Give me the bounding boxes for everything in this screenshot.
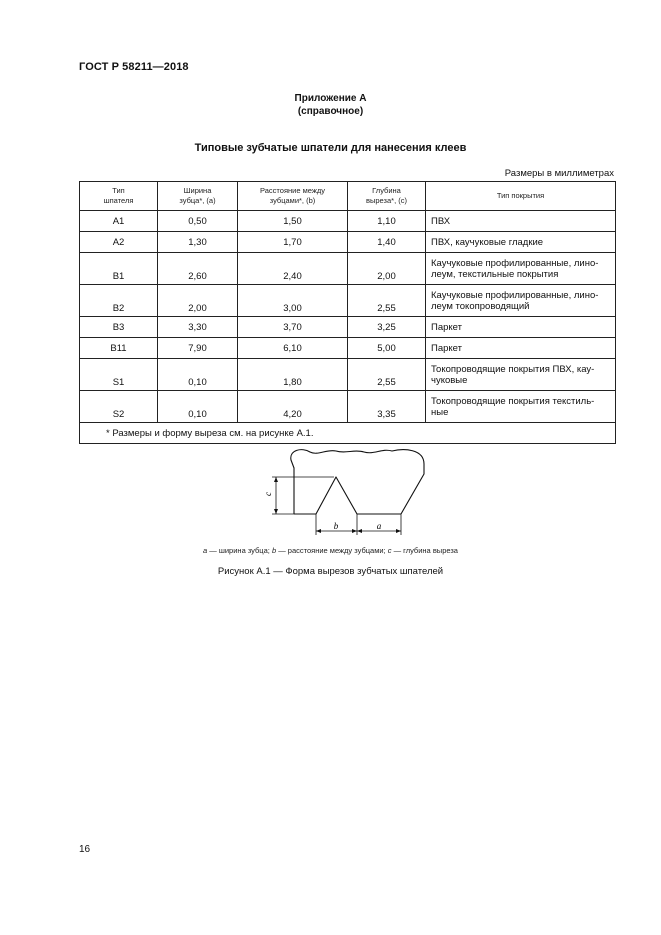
cell-depth: 1,40 (348, 232, 426, 253)
cell-depth: 2,55 (348, 359, 426, 391)
header-type (80, 182, 158, 211)
cell-coating (426, 232, 616, 253)
table-row (80, 232, 616, 253)
cell-depth: 1,10 (348, 211, 426, 232)
cell-spacing: 3,00 (238, 285, 348, 317)
cell-coating (426, 391, 616, 423)
table-footnote: * Размеры и форму выреза см. на рисунке А.1. (80, 423, 616, 444)
spatula-outline (291, 450, 424, 514)
cell-type: S2 (80, 391, 158, 423)
units-note: Размеры в миллиметрах (504, 168, 614, 179)
annex-title: Приложение А (294, 93, 367, 104)
cell-type: B3 (80, 317, 158, 338)
cell-width: 2,00 (158, 285, 238, 317)
table-footnote-row (80, 423, 616, 444)
coating-line: Токопроводящие покрытия ПВХ, кау- (431, 363, 595, 375)
cell-depth: 2,55 (348, 285, 426, 317)
label-a: a (376, 521, 382, 531)
cell-type: B1 (80, 253, 158, 285)
cell-type: A2 (80, 232, 158, 253)
table-title: Типовые зубчатые шпатели для нанесения клеев (194, 142, 467, 154)
dim-a-arrow-left (357, 529, 362, 533)
table-row (80, 285, 616, 317)
legend-a-text: — ширина зубца; (207, 546, 272, 555)
legend-a-symbol: a (203, 546, 208, 555)
header-depth-line2: выреза*, (c) (366, 196, 407, 205)
cell-depth: 5,00 (348, 338, 426, 359)
cell-spacing: 4,20 (238, 391, 348, 423)
cell-depth: 3,25 (348, 317, 426, 338)
cell-type: S1 (80, 359, 158, 391)
coating-line: ПВХ (431, 215, 451, 227)
header-depth-line1: Глубина (372, 186, 401, 195)
label-c: c (263, 492, 273, 496)
coating-line: Паркет (431, 321, 462, 333)
cell-spacing: 1,50 (238, 211, 348, 232)
coating-line: ные (431, 406, 449, 418)
cell-coating (426, 285, 616, 317)
coating-line: леум токопроводящий (431, 300, 530, 312)
cell-type: B11 (80, 338, 158, 359)
coating-line: чуковые (431, 374, 468, 386)
spatula-table (79, 181, 616, 444)
dim-b-arrow-right (352, 529, 357, 533)
dim-c-arrow-bottom (274, 509, 278, 514)
table-row (80, 391, 616, 423)
header-coating (426, 182, 616, 211)
legend-b-symbol: b (271, 546, 277, 555)
coating-line: Паркет (431, 342, 462, 354)
table-header-row (80, 182, 616, 211)
header-type-line2: шпателя (103, 196, 134, 205)
dim-c-arrow-top (274, 477, 278, 482)
label-b: b (333, 521, 339, 531)
document-code: ГОСТ Р 58211—2018 (79, 61, 189, 73)
legend-b-text: — расстояние между зубцами; (276, 546, 388, 555)
cell-type: A1 (80, 211, 158, 232)
coating-line: ПВХ, каучуковые гладкие (431, 236, 544, 248)
page-number: 16 (79, 844, 91, 855)
coating-line: леум, текстильные покрытия (431, 268, 559, 280)
cell-width: 1,30 (158, 232, 238, 253)
cell-spacing: 6,10 (238, 338, 348, 359)
table-row (80, 211, 616, 232)
cell-coating (426, 317, 616, 338)
cell-width: 2,60 (158, 253, 238, 285)
legend-c-text: — глубина выреза (391, 546, 458, 555)
header-width-line2: зубца*, (a) (179, 196, 216, 205)
annex-subtitle: (справочное) (297, 106, 364, 117)
cell-depth: 3,35 (348, 391, 426, 423)
table-row (80, 317, 616, 338)
cell-spacing: 1,70 (238, 232, 348, 253)
cell-spacing: 3,70 (238, 317, 348, 338)
coating-line: Каучуковые профилированные, лино- (431, 289, 599, 301)
cell-spacing: 1,80 (238, 359, 348, 391)
table-row (80, 338, 616, 359)
cell-spacing: 2,40 (238, 253, 348, 285)
figure-caption: Рисунок А.1 — Форма вырезов зубчатых шпателей (217, 566, 444, 577)
header-depth (348, 182, 426, 211)
header-spacing (238, 182, 348, 211)
cell-width: 0,10 (158, 359, 238, 391)
cell-width: 3,30 (158, 317, 238, 338)
figure-legend (0, 546, 661, 555)
table-row (80, 253, 616, 285)
cell-width: 0,10 (158, 391, 238, 423)
header-type-line1: Тип (112, 186, 125, 195)
coating-line: Каучуковые профилированные, лино- (431, 257, 599, 269)
cell-depth: 2,00 (348, 253, 426, 285)
dim-a-arrow-right (396, 529, 401, 533)
annex-heading (0, 92, 661, 118)
header-coating-line1: Тип покрытия (496, 191, 545, 200)
cell-coating (426, 253, 616, 285)
cell-width: 7,90 (158, 338, 238, 359)
header-spacing-line2: зубцами*, (b) (269, 196, 316, 205)
header-spacing-line1: Расстояние между (260, 186, 325, 195)
table-row (80, 359, 616, 391)
cell-width: 0,50 (158, 211, 238, 232)
coating-line: Токопроводящие покрытия текстиль- (431, 395, 595, 407)
cell-coating (426, 359, 616, 391)
cell-coating (426, 338, 616, 359)
header-width-line1: Ширина (183, 186, 212, 195)
cell-type: B2 (80, 285, 158, 317)
notch-figure (263, 446, 432, 538)
header-width (158, 182, 238, 211)
dim-b-arrow-left (316, 529, 321, 533)
tooth-profile (294, 477, 401, 514)
legend-c-symbol: c (387, 546, 392, 555)
cell-coating (426, 211, 616, 232)
